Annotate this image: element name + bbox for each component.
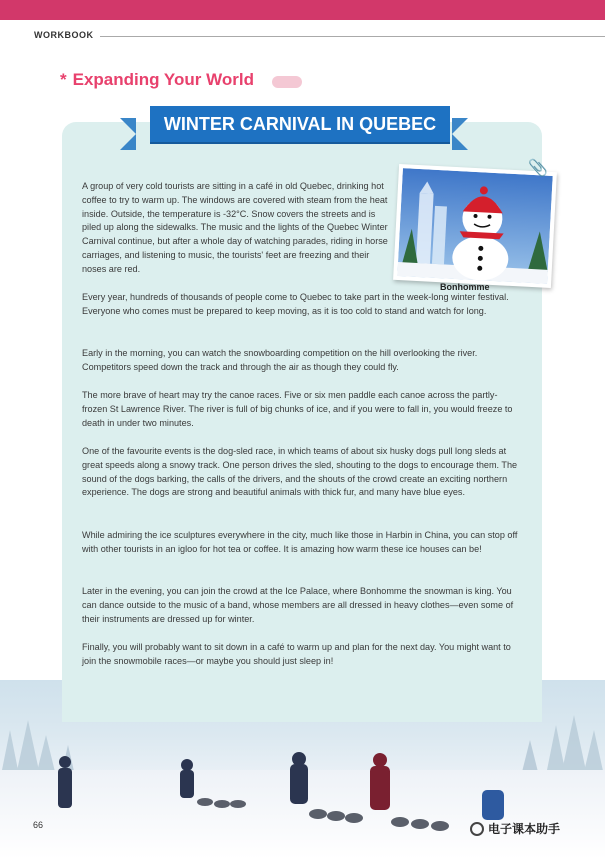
article-paragraph: The more brave of heart may try the canoe races. Five or six men paddle each canoe across the partly-frozen St Lawrence River. The river is full of big chunks of ice, and if you were to fall in, you would freeze to death in under two minutes. — [82, 390, 513, 428]
article-paragraph: Every year, hundreds of thousands of people come to Quebec to take part in the week-long winter festival. Everyone who comes must be prepared to keep moving, as it is too cold to stand and watch for long. — [82, 292, 509, 316]
paperclip-icon: 📎 — [528, 160, 548, 177]
bonhomme-snowman-photo — [397, 168, 552, 284]
article-paragraph: Finally, you will probably want to sit down in a café to warm up and plan for the next day. You might want to join the snowmobile races—or maybe you should just sleep in! — [82, 642, 511, 666]
banner-ribbon-right — [452, 118, 468, 150]
heading-star: * — [60, 70, 67, 89]
section-heading-text: Expanding Your World — [72, 70, 254, 89]
banner-ribbon-left — [120, 118, 136, 150]
article-paragraph: Later in the evening, you can join the crowd at the Ice Palace, where Bonhomme the snowman is king. You can dance outside to the music of a band, whose members are all dressed in heavy clothes—even some of their instruments are dressed up for winter. — [82, 586, 514, 624]
top-color-bar — [0, 0, 605, 20]
watermark — [470, 820, 560, 837]
page-number: 66 — [33, 820, 44, 830]
article-paragraph: A group of very cold tourists are sitting in a café in old Quebec, drinking hot coffee to try to warm up. The windows are covered with steam from the heat inside. Outside, the temperature is -32°C. Snow covers the streets and is piled up along the sidewalks. The music and the lights of the Quebec Winter Carnival continue, but after a whole day of watching parades, riding in horse carriages, and listening to music, the tourists' feet are freezing and their noses are red. — [82, 181, 388, 274]
heading-decoration — [272, 76, 302, 88]
article-paragraph: Early in the morning, you can watch the snowboarding competition on the hill overlooking the river. Competitors speed down the track and through the air as though they could fly. — [82, 348, 478, 372]
section-heading — [60, 70, 254, 90]
bonhomme-photo — [393, 164, 557, 288]
watermark-text: 电子课本助手 — [488, 822, 561, 836]
workbook-label: WORKBOOK — [34, 30, 94, 40]
article-paragraph: One of the favourite events is the dog-sled race, in which teams of about six husky dogs pull long sleds at great speeds along a snowy track. One person drives the sled, shouting to the dogs to encourage them. The sound of the dogs barking, the calls of the drivers, and the shouts of the crowd create an exciting northern experience. The dogs are strong and beautiful animals with thick fur, and many have blue eyes. — [82, 446, 518, 498]
article-title-banner: WINTER CARNIVAL IN QUEBEC — [150, 106, 450, 142]
wechat-icon — [470, 822, 484, 836]
header-divider — [100, 36, 605, 37]
photo-caption: Bonhomme — [440, 282, 490, 292]
article-paragraph: While admiring the ice sculptures everywhere in the city, much like those in Harbin in China, you can stop off with other tourists in an igloo for hot tea or coffee. It is amazing how warm these ice houses can be! — [82, 530, 518, 554]
